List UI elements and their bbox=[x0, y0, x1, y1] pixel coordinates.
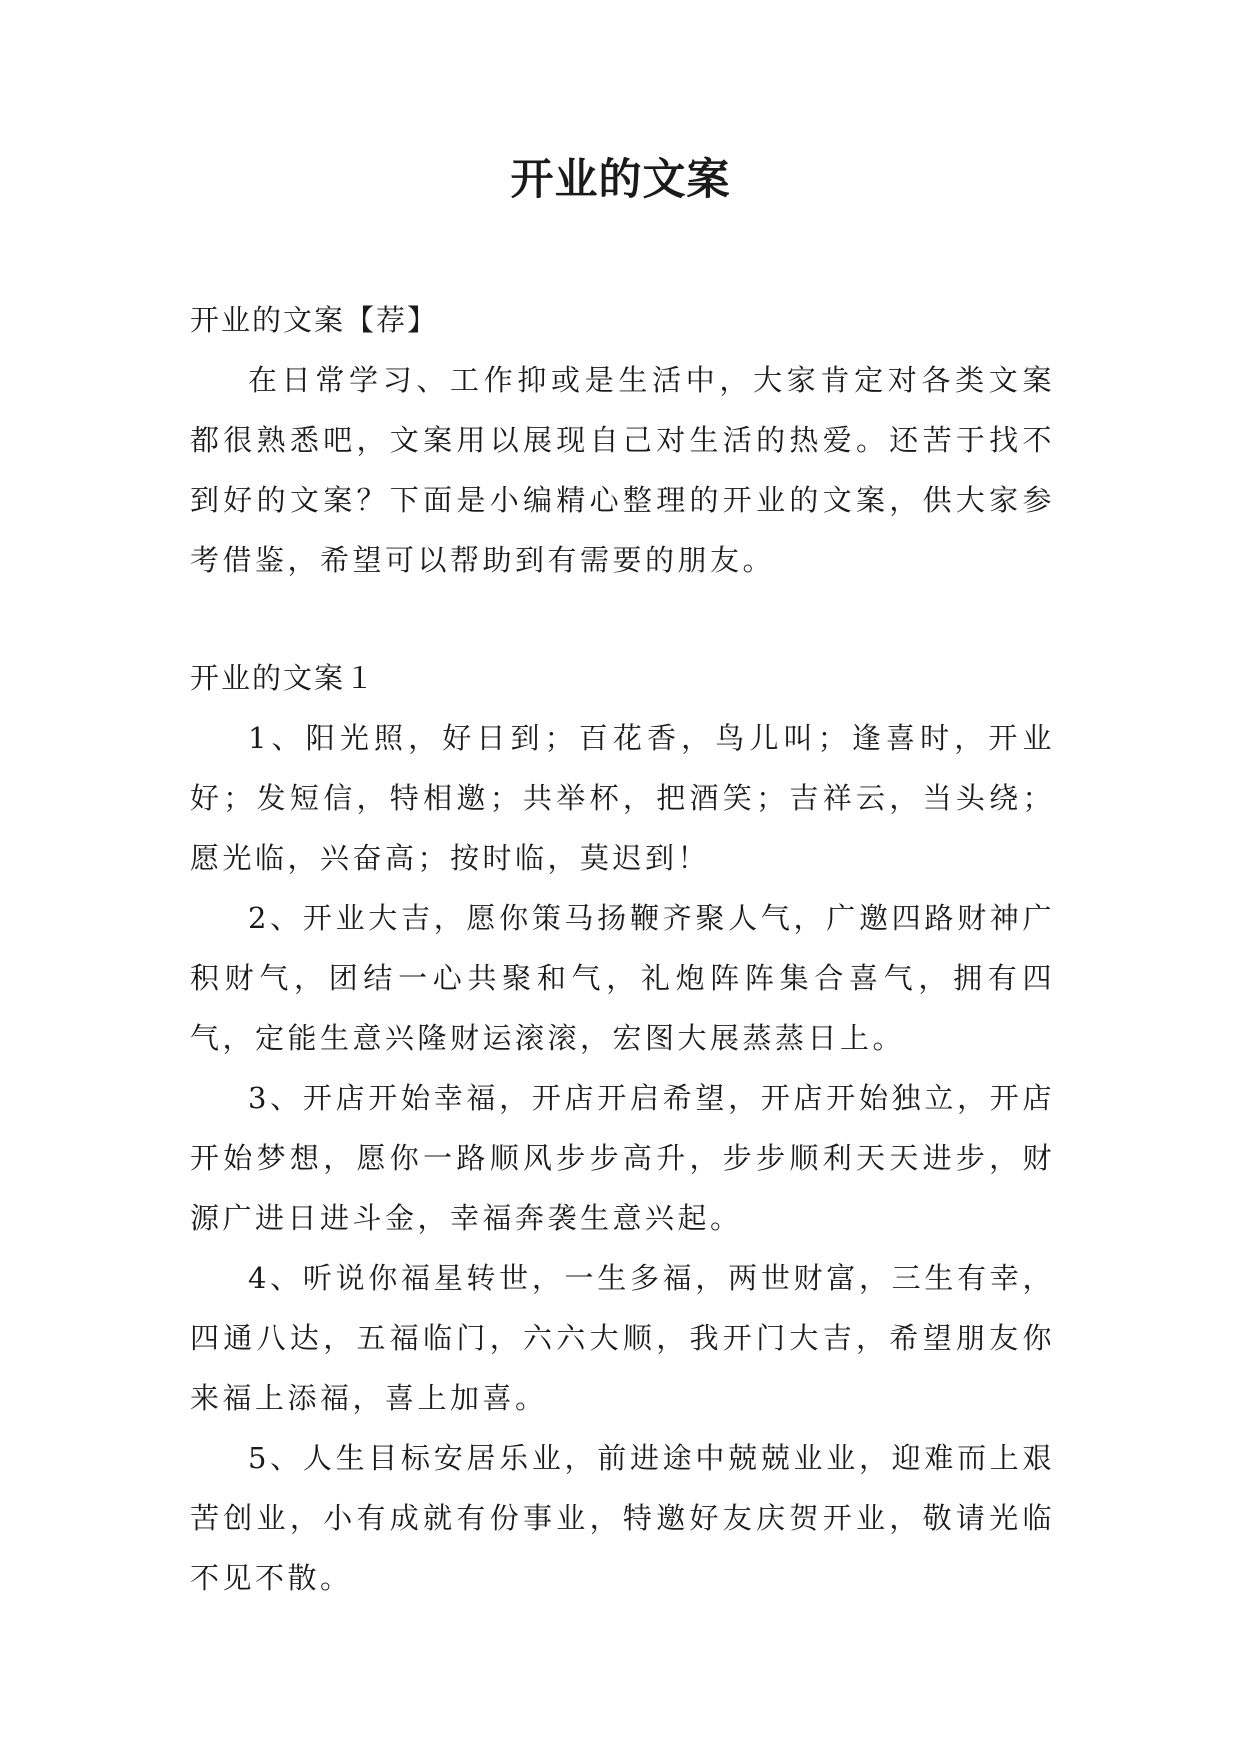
list-item: 5、人生目标安居乐业，前进途中兢兢业业，迎难而上艰苦创业，小有成就有份事业，特邀好友庆贺开业，敬请光临不见不散。 bbox=[190, 1441, 1055, 1595]
list-item: 3、开店开始幸福，开店开启希望，开店开始独立，开店开始梦想，愿你一路顺风步步高升，步步顺利天天进步，财源广进日进斗金，幸福奔袭生意兴起。 bbox=[190, 1081, 1055, 1235]
list-item: 1、阳光照，好日到；百花香，鸟儿叫；逢喜时，开业好；发短信，特相邀；共举杯，把酒笑；吉祥云，当头绕；愿光临，兴奋高；按时临，莫迟到！ bbox=[190, 721, 1055, 875]
intro-paragraph: 在日常学习、工作抑或是生活中，大家肯定对各类文案都很熟悉吧，文案用以展现自己对生活的热爱。还苦于找不到好的文案？下面是小编精心整理的开业的文案，供大家参考借鉴，希望可以帮助到有需要的朋友。 bbox=[190, 363, 1055, 577]
paragraph-gap bbox=[190, 590, 1055, 648]
section-heading-1: 开业的文案１ bbox=[190, 661, 377, 695]
document-body bbox=[190, 290, 1055, 1608]
list-item: 2、开业大吉，愿你策马扬鞭齐聚人气，广邀四路财神广积财气，团结一心共聚和气，礼炮阵阵集合喜气，拥有四气，定能生意兴隆财运滚滚，宏图大展蒸蒸日上。 bbox=[190, 901, 1055, 1055]
list-item: 4、听说你福星转世，一生多福，两世财富，三生有幸，四通八达，五福临门，六六大顺，我开门大吉，希望朋友你来福上添福，喜上加喜。 bbox=[190, 1261, 1055, 1415]
section-heading-recommended: 开业的文案【荐】 bbox=[190, 303, 439, 337]
page-title: 开业的文案 bbox=[510, 155, 731, 205]
